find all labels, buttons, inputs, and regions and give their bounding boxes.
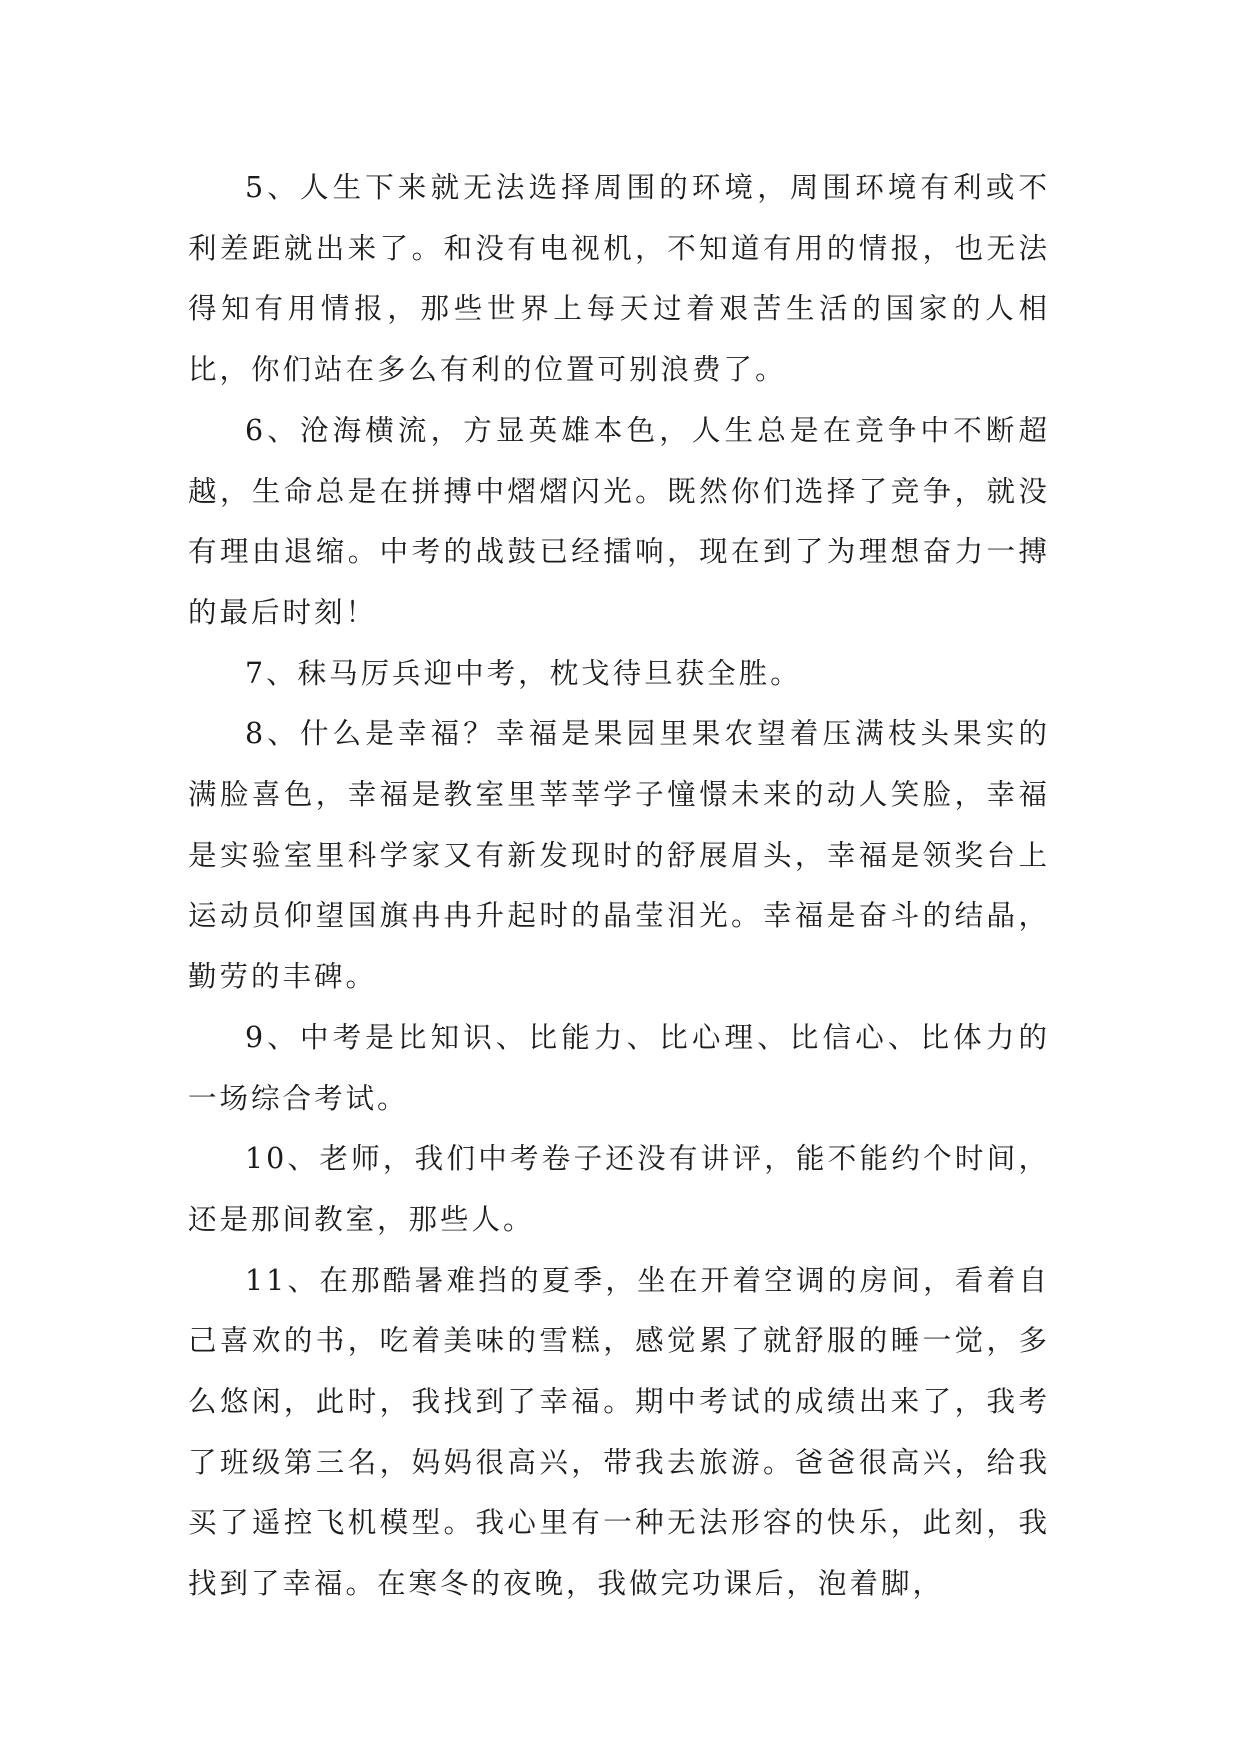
paragraph-8: 8、什么是幸福？幸福是果园里果农望着压满枝头果实的满脸喜色，幸福是教室里莘莘学子憧憬未来的动人笑脸，幸福是实验室里科学家又有新发现时的舒展眉头，幸福是领奖台上运动员仰望国旗冉冉升起时的晶莹泪光。幸福是奋斗的结晶，勤劳的丰碑。 [188, 717, 1050, 994]
paragraph-5: 5、人生下来就无法选择周围的环境，周围环境有利或不利差距就出来了。和没有电视机，不知道有用的情报，也无法得知有用情报，那些世界上每天过着艰苦生活的国家的人相比，你们站在多么有利的位置可别浪费了。 [188, 171, 1050, 387]
paragraph-10: 10、老师，我们中考卷子还没有讲评，能不能约个时间，还是那间教室，那些人。 [188, 1142, 1050, 1236]
paragraph-9: 9、中考是比知识、比能力、比心理、比信心、比体力的一场综合考试。 [188, 1020, 1050, 1115]
paragraph-11: 11、在那酷暑难挡的夏季，坐在开着空调的房间，看着自己喜欢的书，吃着美味的雪糕，感觉累了就舒服的睡一觉，多么悠闲，此时，我找到了幸福。期中考试的成绩出来了，我考了班级第三名，妈妈很高兴，带我去旅游。爸爸很高兴，给我买了遥控飞机模型。我心里有一种无法形容的快乐，此刻，我找到了幸福。在寒冬的夜晚，我做完功课后，泡着脚， [188, 1263, 1050, 1601]
paragraph-7: 7、秣马厉兵迎中考，枕戈待旦获全胜。 [245, 656, 802, 690]
document-body [188, 158, 1050, 1615]
paragraph-6: 6、沧海横流，方显英雄本色，人生总是在竞争中不断超越，生命总是在拼搏中熠熠闪光。既然你们选择了竞争，就没有理由退缩。中考的战鼓已经擂响，现在到了为理想奋力一搏的最后时刻！ [188, 413, 1050, 629]
